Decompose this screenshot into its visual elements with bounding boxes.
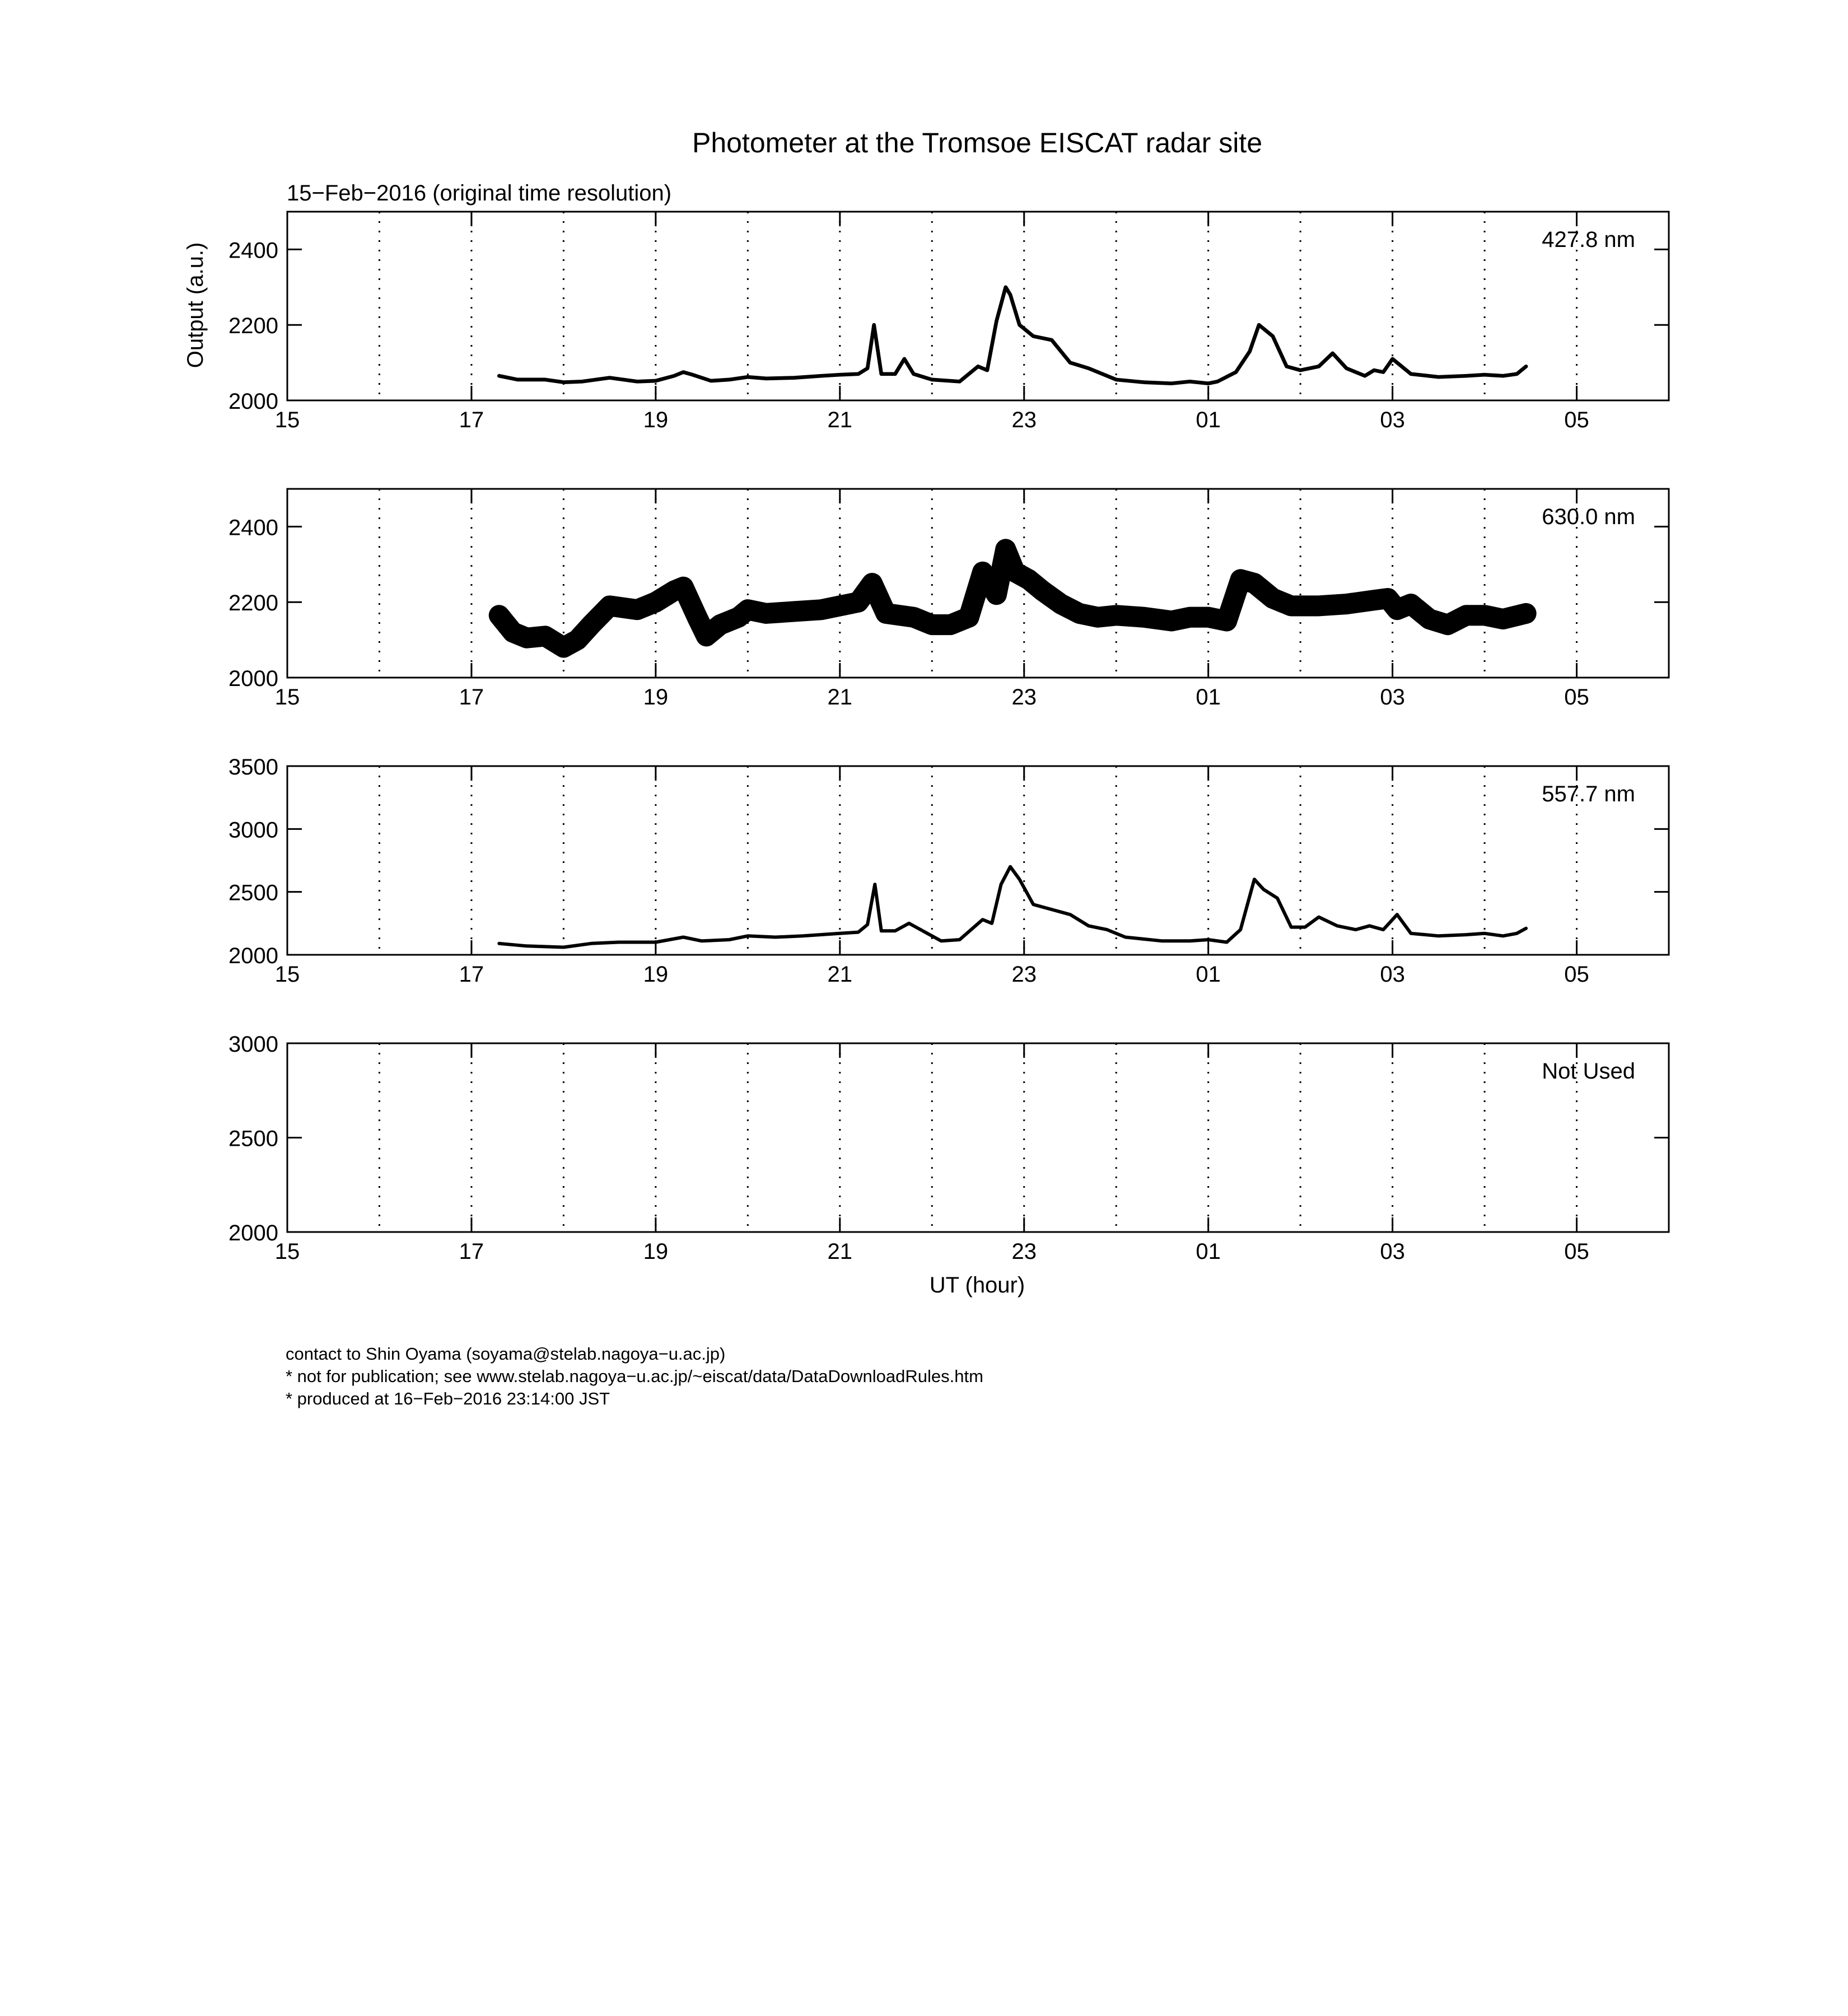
axes-frame (287, 212, 1669, 400)
x-tick-label: 05 (1564, 408, 1589, 432)
x-tick-label: 17 (459, 685, 484, 710)
y-tick-label: 2000 (228, 1221, 278, 1245)
y-tick-label: 2200 (228, 591, 278, 616)
footer-publication-note: * not for publication; see www.stelab.nagoya−u.ac.jp/~eiscat/data/DataDownloadRules.htm (286, 1366, 983, 1386)
y-tick-label: 2500 (228, 880, 278, 906)
x-tick-label: 21 (827, 1239, 853, 1264)
x-tick-label: 23 (1011, 1239, 1037, 1264)
y-tick-label: 2200 (228, 314, 278, 339)
x-tick-label: 19 (643, 408, 669, 432)
x-tick-label: 23 (1011, 408, 1037, 432)
panels (228, 212, 1669, 1264)
x-tick-label: 19 (643, 962, 669, 987)
x-tick-label: 03 (1380, 962, 1405, 987)
panel-3 (228, 755, 1669, 987)
y-tick-label: 2000 (228, 944, 278, 968)
x-tick-label: 03 (1380, 685, 1405, 710)
panel-channel-label: Not Used (1542, 1059, 1635, 1084)
x-tick-label: 15 (274, 1239, 300, 1264)
y-tick-label: 2000 (228, 389, 278, 414)
x-tick-label: 17 (459, 962, 484, 987)
x-tick-label: 01 (1196, 685, 1221, 710)
y-axis-label: Output (a.u.) (183, 242, 208, 368)
footer-notes (286, 1343, 983, 1410)
y-tick-label: 3000 (228, 818, 278, 843)
x-tick-label: 15 (274, 408, 300, 432)
axes-frame (287, 1043, 1669, 1232)
y-tick-label: 3500 (228, 755, 278, 780)
panel-channel-label: 630.0 nm (1542, 505, 1635, 529)
x-tick-label: 15 (274, 685, 300, 710)
x-tick-label: 23 (1011, 962, 1037, 987)
series-line-1 (499, 549, 1526, 647)
x-tick-label: 21 (827, 685, 853, 710)
x-tick-label: 03 (1380, 408, 1405, 432)
x-tick-label: 05 (1564, 962, 1589, 987)
y-tick-label: 2000 (228, 666, 278, 691)
x-tick-label: 01 (1196, 1239, 1221, 1264)
panel-channel-label: 427.8 nm (1542, 227, 1635, 252)
x-tick-label: 05 (1564, 1239, 1589, 1264)
footer-contact: contact to Shin Oyama (soyama@stelab.nagoya−u.ac.jp) (286, 1344, 726, 1364)
y-tick-label: 2400 (228, 238, 278, 263)
y-tick-label: 3000 (228, 1032, 278, 1057)
x-tick-label: 01 (1196, 408, 1221, 432)
x-tick-label: 21 (827, 408, 853, 432)
x-tick-label: 23 (1011, 685, 1037, 710)
axes-frame (287, 766, 1669, 955)
series-line-1 (499, 287, 1526, 384)
series-line-1 (499, 867, 1526, 948)
figure-subtitle: 15−Feb−2016 (original time resolution) (287, 181, 672, 206)
x-tick-label: 15 (274, 962, 300, 987)
x-tick-label: 03 (1380, 1239, 1405, 1264)
x-tick-label: 21 (827, 962, 853, 987)
x-tick-label: 19 (643, 685, 669, 710)
footer-produced-note: * produced at 16−Feb−2016 23:14:00 JST (286, 1389, 610, 1408)
y-tick-label: 2500 (228, 1126, 278, 1151)
x-tick-label: 17 (459, 408, 484, 432)
panel-4 (228, 1032, 1669, 1264)
x-tick-label: 05 (1564, 685, 1589, 710)
x-tick-label: 01 (1196, 962, 1221, 987)
x-tick-label: 17 (459, 1239, 484, 1264)
x-tick-label: 19 (643, 1239, 669, 1264)
figure-title: Photometer at the Tromsoe EISCAT radar site (692, 127, 1263, 158)
panel-channel-label: 557.7 nm (1542, 782, 1635, 806)
x-axis-label: UT (hour) (929, 1273, 1025, 1298)
panel-2 (228, 489, 1669, 710)
y-tick-label: 2400 (228, 515, 278, 540)
panel-1 (228, 212, 1669, 432)
